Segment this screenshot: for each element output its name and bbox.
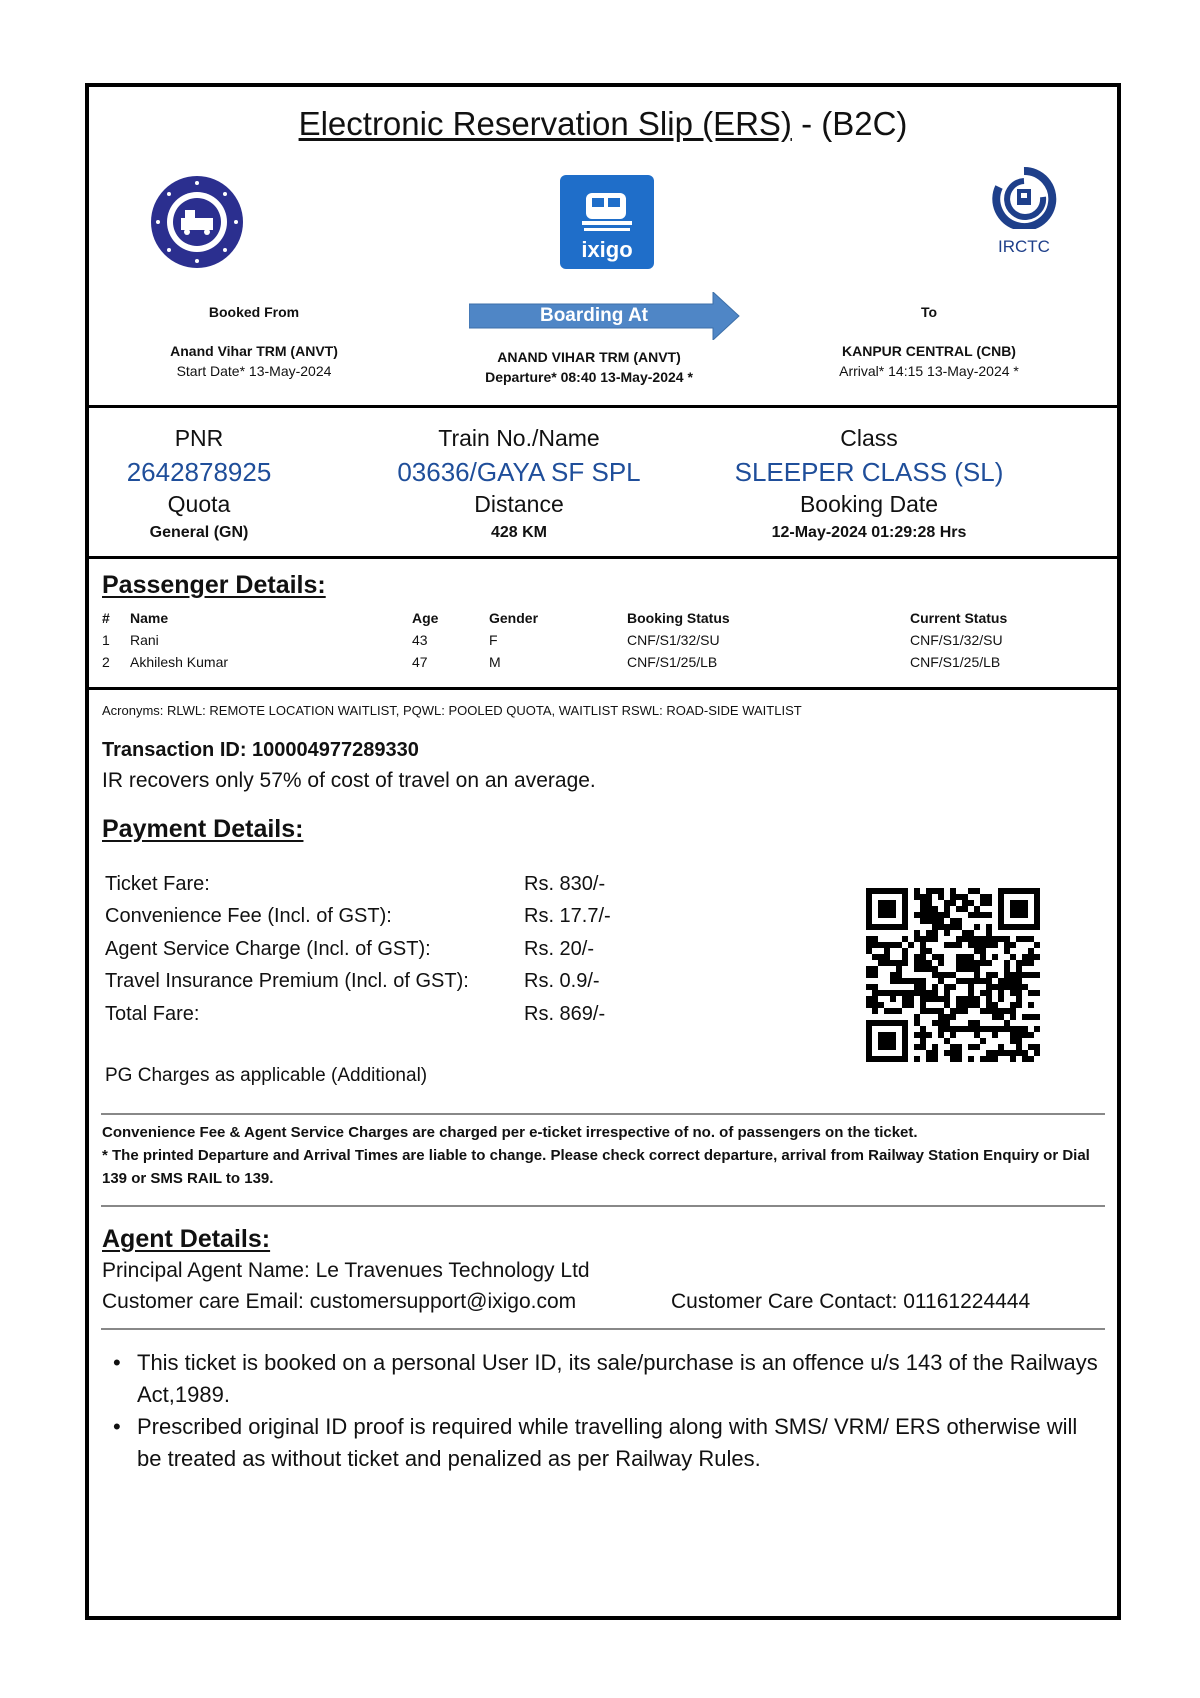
ixigo-logo <box>560 175 654 269</box>
bullet-icon: • <box>113 1350 121 1375</box>
arrival-time: Arrival* 14:15 13-May-2024 * <box>839 363 1019 379</box>
booking-date-value: 12-May-2024 01:29:28 Hrs <box>771 524 967 541</box>
list-item <box>113 1347 1103 1411</box>
irctc-wordmark: IRCTC <box>998 237 1050 256</box>
cost-recovery-note: IR recovers only 57% of cost of travel on an average. <box>102 769 596 792</box>
cell: CNF/S1/32/SU <box>910 632 1003 648</box>
cell: CNF/S1/32/SU <box>627 632 720 648</box>
passenger-table-header <box>102 610 1102 628</box>
insurance-premium-label: Travel Insurance Premium (Incl. of GST): <box>105 970 469 992</box>
col-current-status: Current Status <box>910 610 1008 626</box>
start-date: Start Date* 13-May-2024 <box>176 363 332 379</box>
col-number: # <box>102 610 110 626</box>
total-fare-label: Total Fare: <box>105 1003 200 1025</box>
divider <box>101 1328 1105 1330</box>
total-fare-value: Rs. 869/- <box>524 1003 606 1025</box>
bullet-icon: • <box>113 1414 121 1439</box>
divider <box>101 1113 1105 1115</box>
transaction-id: Transaction ID: 100004977289330 <box>102 739 419 761</box>
irctc-logo <box>979 167 1069 267</box>
cell: Rani <box>130 632 159 648</box>
agent-service-charge-value: Rs. 20/- <box>524 938 595 960</box>
cell: CNF/S1/25/LB <box>910 654 1001 670</box>
fare-notice <box>102 1121 1103 1190</box>
booking-date-label: Booking Date <box>799 491 939 517</box>
cell: 2 <box>102 654 110 670</box>
ticket-fare-label: Ticket Fare: <box>105 873 210 895</box>
convenience-fee-value: Rs. 17.7/- <box>524 905 611 927</box>
col-age: Age <box>412 610 439 626</box>
convenience-fee-notice: Convenience Fee & Agent Service Charges are charged per e-ticket irrespective of no. of passengers on the ticket. <box>102 1124 918 1141</box>
to-station: KANPUR CENTRAL (CNB) <box>842 343 1016 359</box>
pnr-label: PNR <box>174 425 224 451</box>
divider <box>89 687 1117 690</box>
boarding-at-label: Boarding At <box>539 305 648 326</box>
cell: 47 <box>412 654 428 670</box>
indian-railways-logo <box>149 174 245 270</box>
pg-charges-note: PG Charges as applicable (Additional) <box>105 1065 428 1086</box>
cell: F <box>489 632 498 648</box>
cell: Akhilesh Kumar <box>130 654 229 670</box>
divider <box>101 1205 1105 1207</box>
table-row <box>102 654 1102 672</box>
distance-value: 428 KM <box>490 524 548 541</box>
timing-change-notice: * The printed Departure and Arrival Times are liable to change. Please check correct departure, arrival from Railway Station Enquiry or Dial 139 or SMS RAIL to 139. <box>102 1147 1090 1187</box>
cell: 1 <box>102 632 110 648</box>
payment-details-heading: Payment Details: <box>102 815 304 843</box>
booked-from-station: Anand Vihar TRM (ANVT) <box>170 343 338 359</box>
customer-care-email: Customer care Email: customersupport@ixigo.com <box>102 1290 577 1313</box>
document-title: Electronic Reservation Slip (ERS) - (B2C) <box>298 105 908 142</box>
distance-label: Distance <box>474 491 564 517</box>
personal-user-id-notice: This ticket is booked on a personal User ID, its sale/purchase is an offence u/s 143 of the Railways Act,1989. <box>137 1350 1098 1407</box>
convenience-fee-label: Convenience Fee (Incl. of GST): <box>105 905 392 927</box>
irctc-emblem-icon <box>991 167 1057 229</box>
divider <box>89 405 1117 408</box>
ers-document-frame <box>85 83 1121 1620</box>
quota-value: General (GN) <box>149 524 249 541</box>
col-booking-status: Booking Status <box>627 610 730 626</box>
cell: 43 <box>412 632 428 648</box>
acronyms-note: Acronyms: RLWL: REMOTE LOCATION WAITLIST, PQWL: POOLED QUOTA, WAITLIST RSWL: ROAD-SIDE WAITLIST <box>102 703 802 718</box>
departure-time: Departure* 08:40 13-May-2024 * <box>485 369 693 385</box>
class-label: Class <box>840 425 898 451</box>
agent-service-charge-label: Agent Service Charge (Incl. of GST): <box>105 938 431 960</box>
principal-agent-name: Principal Agent Name: Le Travenues Technology Ltd <box>102 1259 590 1282</box>
quota-label: Quota <box>167 491 231 517</box>
id-proof-notice: Prescribed original ID proof is required while travelling along with SMS/ VRM/ ERS otherwise will be treated as without ticket and penalized as per Railway Rules. <box>137 1414 1078 1471</box>
to-label: To <box>920 304 938 320</box>
customer-care-contact: Customer Care Contact: 01161224444 <box>671 1290 1031 1313</box>
cell: CNF/S1/25/LB <box>627 654 718 670</box>
table-row <box>102 632 1102 650</box>
divider <box>89 556 1117 559</box>
list-item <box>113 1411 1103 1475</box>
ixigo-wordmark: ixigo <box>581 237 633 262</box>
col-name: Name <box>130 610 169 626</box>
boarding-station: ANAND VIHAR TRM (ANVT) <box>497 349 681 365</box>
qr-code <box>866 888 1040 1062</box>
cell: M <box>489 654 501 670</box>
train-label: Train No./Name <box>438 425 600 451</box>
train-icon <box>580 189 634 233</box>
booked-from-label: Booked From <box>208 304 300 320</box>
insurance-premium-value: Rs. 0.9/- <box>524 970 600 992</box>
passenger-details-heading: Passenger Details: <box>102 571 326 599</box>
pnr-value: 2642878925 <box>126 457 272 487</box>
ticket-fare-value: Rs. 830/- <box>524 873 606 895</box>
class-value: SLEEPER CLASS (SL) <box>734 457 1004 487</box>
boarding-at-arrow <box>469 292 741 340</box>
col-gender: Gender <box>489 610 539 626</box>
agent-details-heading: Agent Details: <box>102 1225 271 1253</box>
train-value: 03636/GAYA SF SPL <box>397 457 641 487</box>
